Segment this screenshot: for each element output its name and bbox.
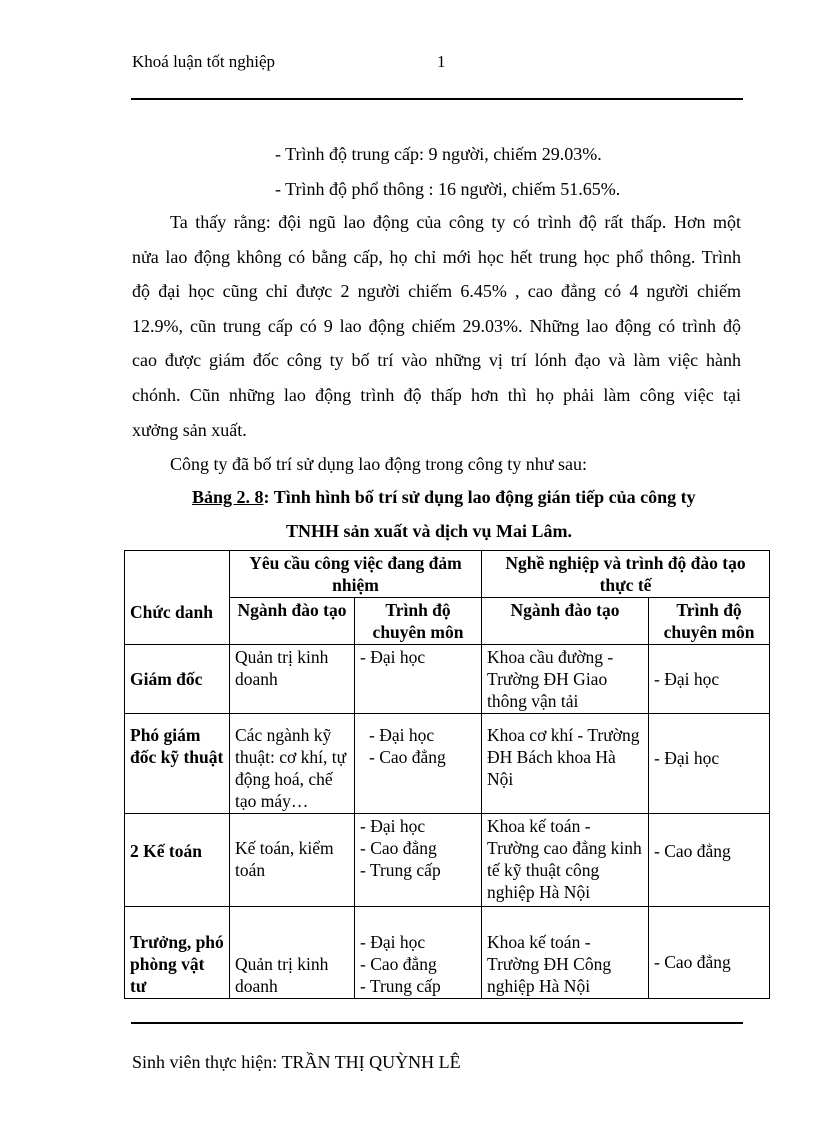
table-row <box>125 645 770 714</box>
paragraph-line: độ đại học cũng chỉ được 2 người chiếm 6.45% , cao đẳng có 4 người chiếm <box>132 281 741 301</box>
paragraph-line: Ta thấy rằng: đội ngũ lao động của công ty có trình độ rất thấp. Hơn một <box>170 212 741 232</box>
header-title: Khoá luận tốt nghiệp <box>132 52 276 71</box>
cell-position: 2 Kế toán <box>125 814 230 907</box>
cell-act-level: - Đại học <box>649 645 770 714</box>
cell-act-level: - Đại học <box>649 714 770 814</box>
paragraph-line: xưởng sản xuất. <box>132 420 247 440</box>
cell-req-level <box>355 907 482 999</box>
bullet-intermediate: - Trình độ trung cấp: 9 người, chiếm 29.03%. <box>275 144 602 164</box>
table-row <box>125 907 770 999</box>
header-act-level: Trình độ chuyên môn <box>649 598 770 645</box>
header-req-field: Ngành đào tạo <box>230 598 355 645</box>
table-caption-line2: TNHH sản xuất và dịch vụ Mai Lâm. <box>286 521 573 541</box>
paragraph-line: cao được giám đốc công ty bố trí vào những vị trí lónh đạo và làm việc hành <box>132 350 741 370</box>
level-item: - Cao đẳng <box>369 747 446 767</box>
level-item: - Đại học <box>360 932 426 952</box>
cell-req-level <box>355 814 482 907</box>
header-position: Chức danh <box>125 551 230 645</box>
cell-position: Phó giám đốc kỹ thuật <box>125 714 230 814</box>
intro-line: Công ty đã bố trí sử dụng lao động trong công ty như sau: <box>170 454 587 474</box>
cell-position: Giám đốc <box>125 645 230 714</box>
footer-divider <box>131 1022 743 1024</box>
bullet-highschool: - Trình độ phổ thông : 16 người, chiếm 51.65%. <box>275 179 621 199</box>
cell-act-level: - Cao đẳng <box>649 814 770 907</box>
header-group-required: Yêu cầu công việc đang đảm nhiệm <box>230 551 482 598</box>
level-item: - Trung cấp <box>360 976 441 996</box>
cell-req-field: Các ngành kỹ thuật: cơ khí, tự động hoá, chế tạo máy… <box>230 714 355 814</box>
cell-req-field: Quản trị kinh doanh <box>230 645 355 714</box>
level-item: - Cao đẳng <box>360 954 437 974</box>
level-item: - Cao đẳng <box>360 838 437 858</box>
cell-act-field: Khoa cơ khí - Trường ĐH Bách khoa Hà Nội <box>482 714 649 814</box>
header-group-actual: Nghề nghiệp và trình độ đào tạo thực tế <box>482 551 770 598</box>
cell-act-field: Khoa kế toán - Trường cao đẳng kinh tế kỹ thuật công nghiệp Hà Nội <box>482 814 649 907</box>
table-row <box>125 714 770 814</box>
page-number: 1 <box>437 52 446 71</box>
cell-req-field: Kế toán, kiểm toán <box>230 814 355 907</box>
paragraph-line: nửa lao động không có bằng cấp, họ chỉ mới học hết trung học phổ thông. Trình <box>132 247 741 267</box>
cell-req-level <box>355 714 482 814</box>
level-item: - Đại học <box>369 725 435 745</box>
header-divider <box>131 98 743 100</box>
table-caption-title: : Tình hình bố trí sử dụng lao động gián tiếp của công ty <box>263 487 696 507</box>
level-item: - Đại học <box>360 816 426 836</box>
table-caption <box>192 487 696 508</box>
cell-req-field: Quản trị kinh doanh <box>230 907 355 999</box>
header-req-level: Trình độ chuyên môn <box>355 598 482 645</box>
header-act-field: Ngành đào tạo <box>482 598 649 645</box>
table-caption-label: Bảng 2. 8 <box>192 487 264 507</box>
level-item: - Trung cấp <box>360 860 441 880</box>
cell-act-field: Khoa kế toán - Trường ĐH Công nghiệp Hà Nội <box>482 907 649 999</box>
footer-label: Sinh viên thực hiện: <box>132 1052 278 1072</box>
paragraph-line: chónh. Cũn những lao động trình độ thấp hơn thì họ phải làm công việc tại <box>132 385 741 405</box>
paragraph-line: 12.9%, cũn trung cấp có 9 lao động chiếm 29.03%. Những lao động có trình độ <box>132 316 741 336</box>
cell-act-level: - Cao đẳng <box>649 907 770 999</box>
student-name: TRẦN THỊ QUỲNH LÊ <box>281 1052 461 1072</box>
table-row <box>125 814 770 907</box>
cell-req-level: - Đại học <box>355 645 482 714</box>
footer-signature <box>132 1052 461 1073</box>
cell-act-field: Khoa cầu đường - Trường ĐH Giao thông vận tải <box>482 645 649 714</box>
staff-allocation-table <box>124 550 770 999</box>
cell-position: Trưởng, phó phòng vật tư <box>125 907 230 999</box>
